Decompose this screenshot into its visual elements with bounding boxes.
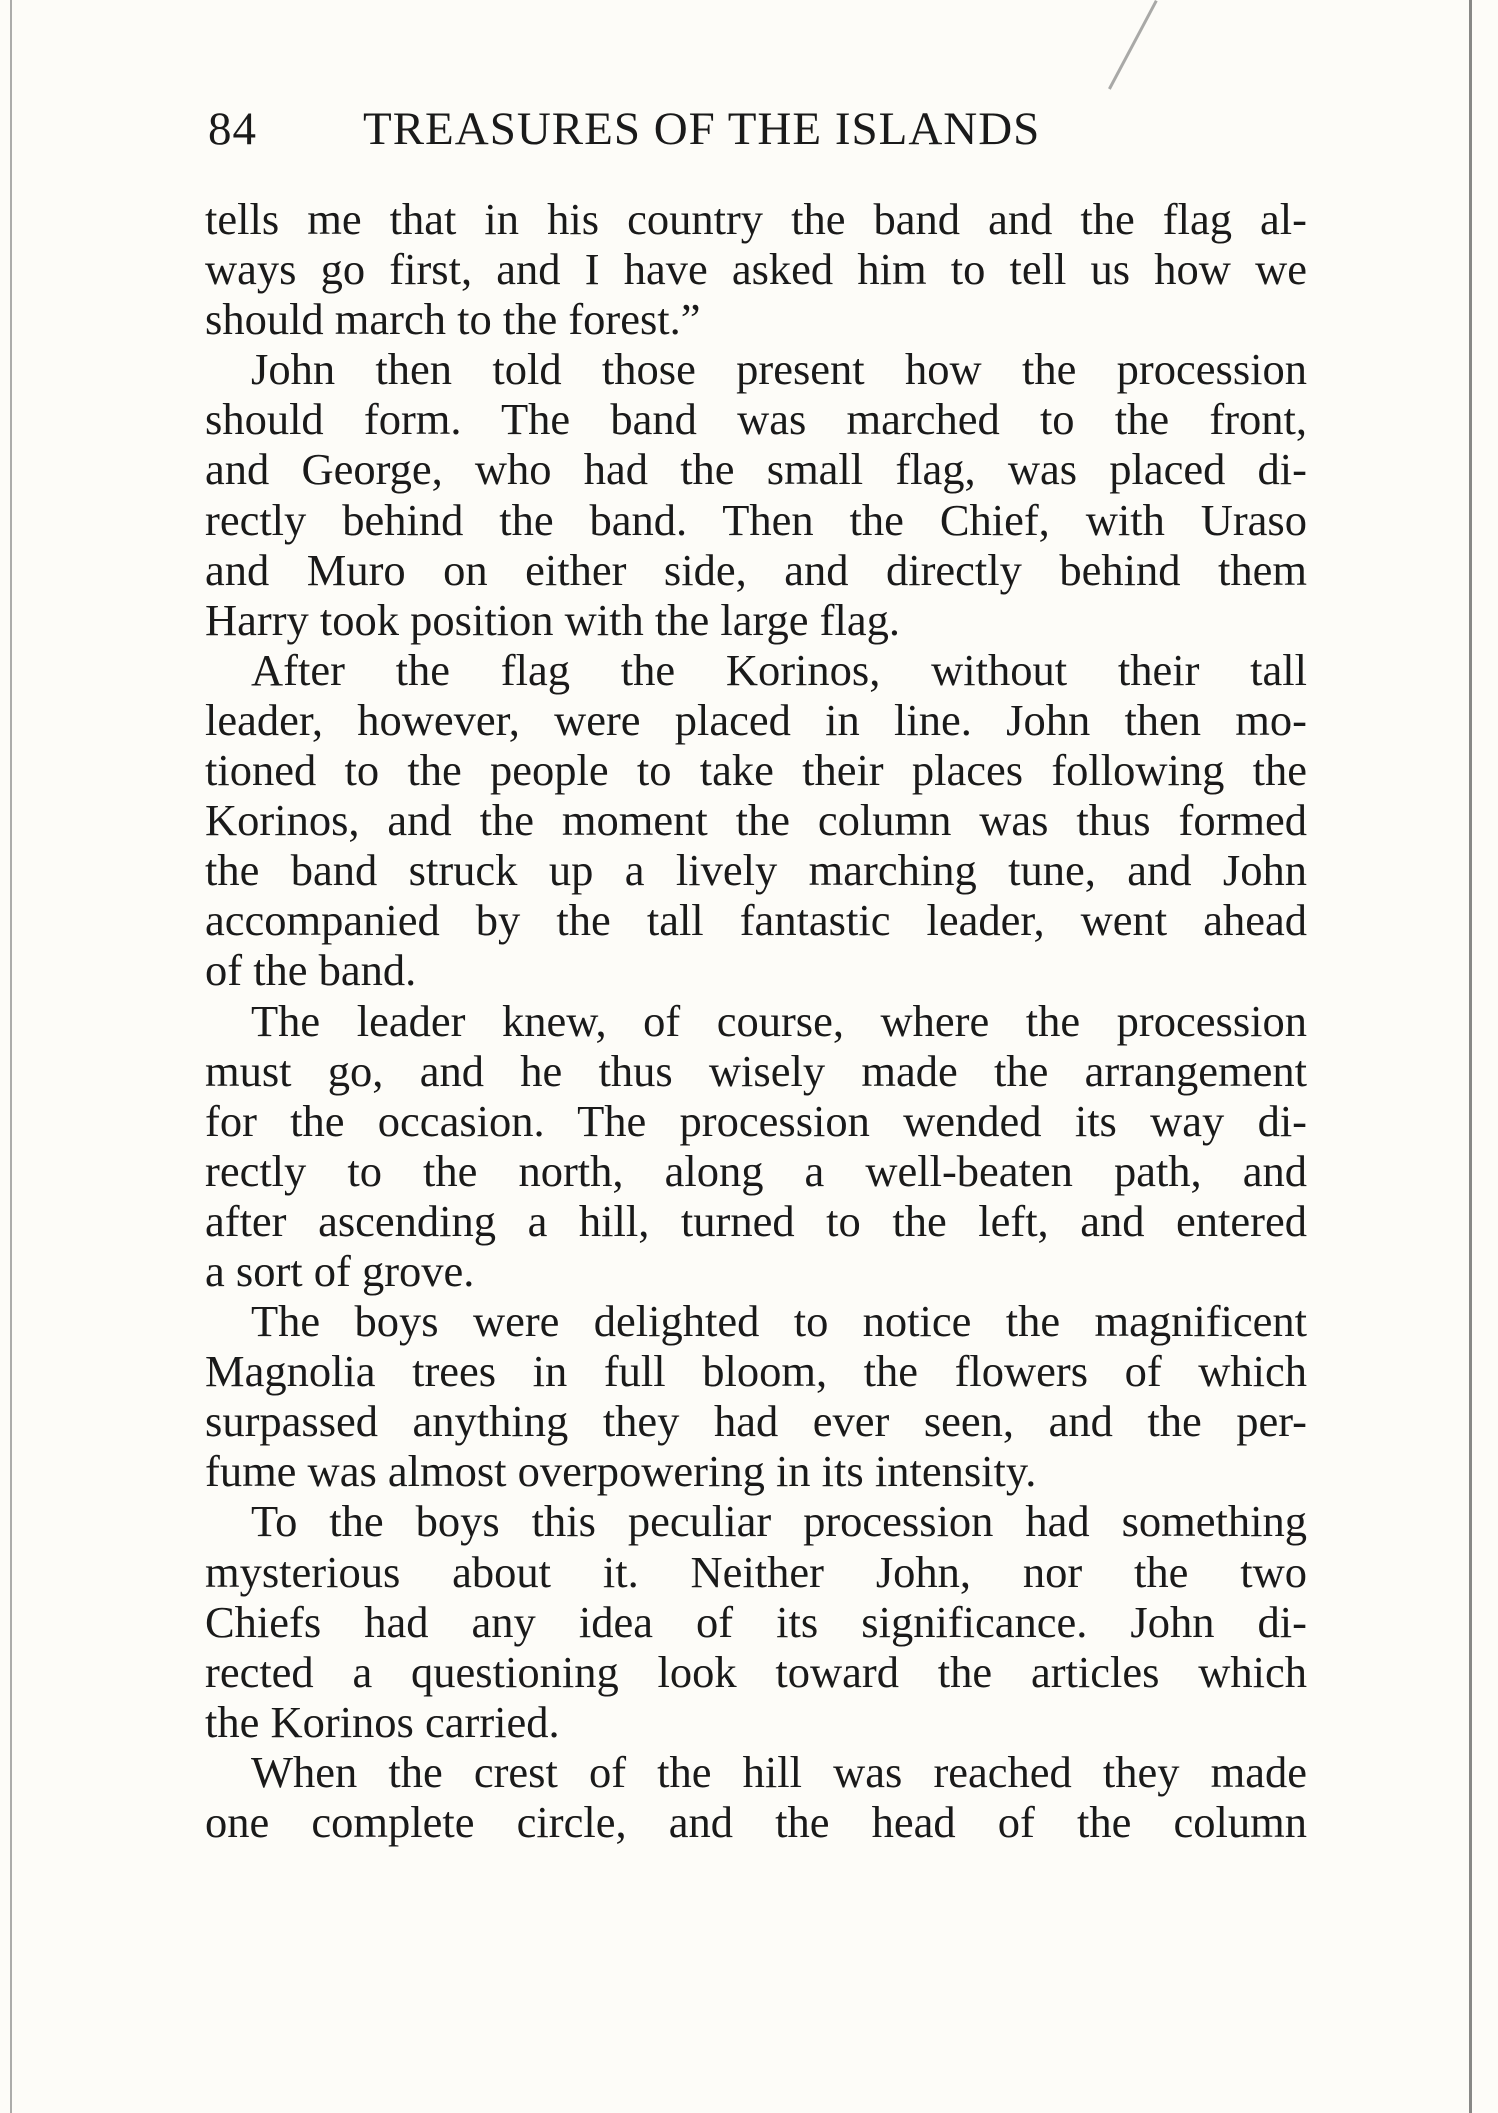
text-line: Chiefs had any idea of its significance. John di-	[205, 1596, 1307, 1647]
text-line: rectly to the north, along a well-beaten path, and	[205, 1145, 1307, 1196]
running-head	[208, 102, 1308, 154]
text-line: for the occasion. The procession wended its way di-	[205, 1095, 1307, 1146]
text-line: Korinos, and the moment the column was thus formed	[205, 795, 1307, 846]
pencil-mark	[1108, 0, 1158, 90]
running-title: TREASURES OF THE ISLANDS	[363, 103, 1041, 155]
text-line: After the flag the Korinos, without their tall	[251, 644, 1307, 695]
text-line: Magnolia trees in full bloom, the flowers of which	[205, 1346, 1307, 1397]
text-line: after ascending a hill, turned to the left, and entered	[205, 1195, 1307, 1246]
text-line: The leader knew, of course, where the procession	[251, 995, 1307, 1046]
text-line: To the boys this peculiar procession had something	[251, 1496, 1307, 1547]
text-line: fume was almost overpowering in its intensity.	[205, 1446, 1037, 1497]
page-right-edge	[1469, 0, 1498, 2113]
text-line: Harry took position with the large flag.	[205, 594, 900, 645]
text-line: the band struck up a lively marching tune, and John	[205, 845, 1307, 896]
text-line: the Korinos carried.	[205, 1696, 560, 1747]
text-line: must go, and he thus wisely made the arrangement	[205, 1045, 1307, 1096]
text-line: tells me that in his country the band and the flag al-	[205, 194, 1307, 244]
body-text	[205, 194, 1307, 1847]
text-line: should form. The band was marched to the front,	[205, 394, 1307, 445]
text-line: of the band.	[205, 945, 417, 996]
text-line: mysterious about it. Neither John, nor the two	[205, 1546, 1307, 1597]
text-line: The boys were delighted to notice the magnificent	[251, 1296, 1307, 1347]
text-line: When the crest of the hill was reached they made	[251, 1746, 1307, 1797]
text-line: accompanied by the tall fantastic leader, went ahead	[205, 895, 1307, 946]
text-line: one complete circle, and the head of the column	[205, 1797, 1307, 1847]
page-number: 84	[208, 103, 257, 155]
text-line: rectly behind the band. Then the Chief, with Uraso	[205, 494, 1307, 545]
page-left-edge	[0, 0, 12, 2113]
text-line: a sort of grove.	[205, 1245, 475, 1296]
text-line: rected a questioning look toward the articles which	[205, 1646, 1307, 1697]
text-line: and George, who had the small flag, was placed di-	[205, 444, 1307, 495]
text-line: ways go first, and I have asked him to tell us how we	[205, 244, 1307, 295]
text-line: John then told those present how the procession	[251, 344, 1307, 395]
text-line: should march to the forest.”	[205, 294, 701, 345]
text-line: tioned to the people to take their places following the	[205, 745, 1307, 796]
text-line: leader, however, were placed in line. John then mo-	[205, 694, 1307, 745]
text-line: surpassed anything they had ever seen, and the per-	[205, 1396, 1307, 1447]
text-line: and Muro on either side, and directly behind them	[205, 544, 1307, 595]
